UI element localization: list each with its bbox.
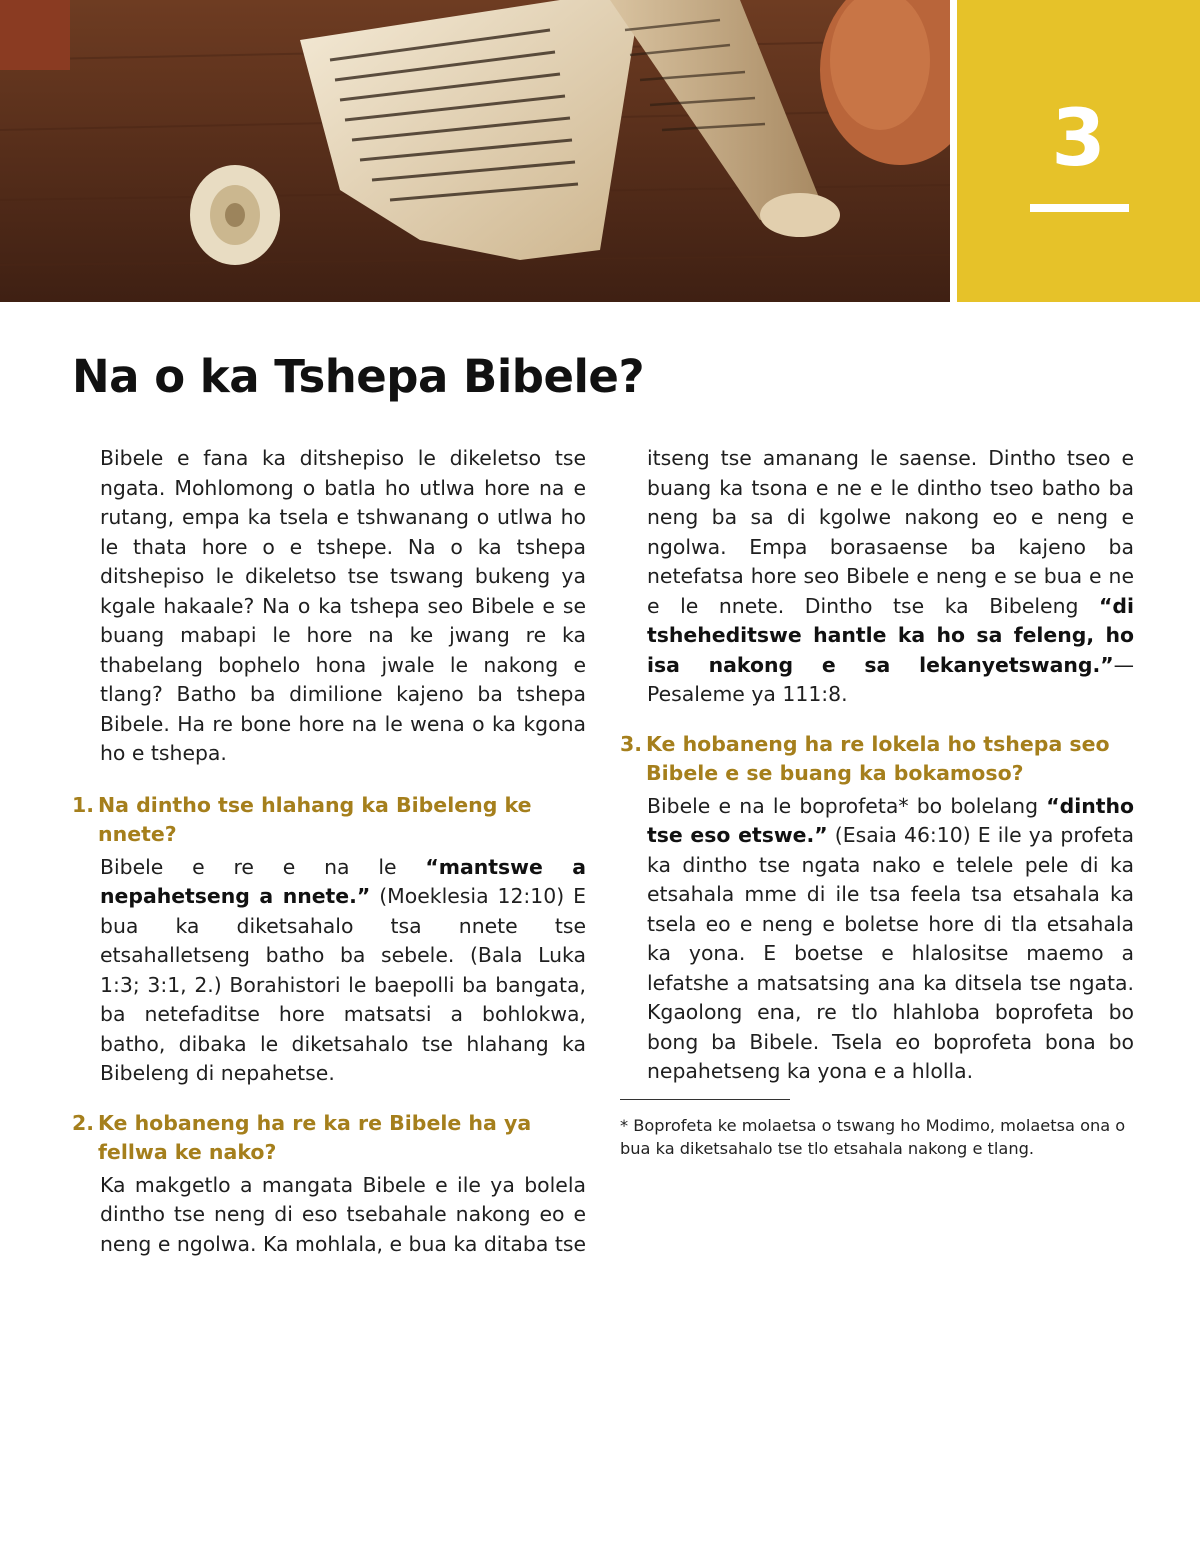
text-run: Bibele e na le boprofeta* bo bolelang (647, 793, 1047, 818)
page-title: Na o ka Tshepa Bibele? (72, 350, 645, 403)
question-heading-2 (72, 1109, 586, 1167)
footnote: * Boprofeta ke molaetsa o tswang ho Modimo, molaetsa ona o bua ka diketsahalo tse tlo etsahala nakong e tlang. (620, 1115, 1126, 1158)
question-heading-1 (72, 791, 586, 849)
section-1-paragraph (72, 853, 586, 1089)
chapter-badge (957, 0, 1200, 302)
question-text: Ke hobaneng ha re lokela ho tshepa seo Bibele e se buang ka bokamoso? (646, 731, 1110, 785)
chapter-underline (1030, 204, 1129, 212)
section-3-paragraph (620, 792, 1134, 1087)
text-run: Bibele e re e na le (100, 854, 426, 879)
section-2-paragraph-continued (620, 444, 1134, 710)
text-run: —Pesaleme ya 111:8. (647, 652, 1134, 706)
question-number: 3. (620, 731, 643, 756)
bold-quote: “di tsheheditswe hantle ka ho sa feleng, ho isa nakong e sa lekanyetswang.” (647, 593, 1134, 677)
text-run: (Moeklesia 12:10) E bua ka diketsahalo tsa nnete tse etsahalletseng batho ba sebele. (Bala Luka 1:3; 3:1, 2.) Borahistori le baepolli ba bangata, ba netefaditse hore matsatsi a bohlokwa, batho, dibaka le diketsahalo tse hlahang ka Bibeleng di nepahetse. (100, 884, 586, 1085)
text-run: itseng tse amanang le saense. Dintho tseo e buang ka tsona e ne e le dintho tseo batho ba neng ba sa di kgolwe nakong eo e neng e ngolwa. Empa borasaense ba kajeno ba netefatsa hore seo Bibele e neng e se bua e ne e le nnete. Dintho tse ka Bibeleng (647, 446, 1134, 618)
scrolls-illustration (0, 0, 950, 302)
question-text: Ke hobaneng ha re ka re Bibele ha ya fellwa ke nako? (98, 1110, 532, 1164)
text-run: (Esaia 46:10) E ile ya profeta ka dintho tse ngata nako e telele pele di ka etsahala mme di ile tsa feela tsa etsahala ka tsela eo e neng e boletse hore di tla etsahala ka yona. E boetse e hlalositse maemo a lefatshe a matsatsing ana ka ditsela tse ngata. Kgaolong ena, re tlo hlahloba boprofeta bo bong ba Bibele. Tsela eo boprofeta bona bo nepahetseng ka yona e a hlolla. (647, 823, 1134, 1083)
bold-quote: “dintho tse eso etswe.” (647, 793, 1134, 847)
hero-image (0, 0, 950, 302)
right-column (620, 444, 1134, 1160)
question-heading-3 (620, 730, 1134, 788)
question-number: 1. (72, 792, 95, 817)
question-number: 2. (72, 1110, 95, 1135)
intro-paragraph: Bibele e fana ka ditshepiso le dikeletso tse ngata. Mohlomong o batla ho utlwa hore na e rutang, empa ka tsela e tshwanang o utlwa ho le thata hore o e tshepe. Na o ka tshepa ditshepiso le dikeletso tse tswang bukeng ya kgale hakaale? Na o ka tshepa seo Bibele e se buang mabapi le hore na ke jwang re ka thabelang bophelo hona jwale le nakong e tlang? Batho ba dimilione kajeno ba tshepa Bibele. Ha re bone hore na le wena o ka kgona ho e tshepa. (100, 446, 586, 765)
left-column (72, 444, 586, 1259)
bold-quote: “mantswe a nepahetseng a nnete.” (100, 854, 586, 908)
chapter-number: 3 (1051, 94, 1106, 184)
section-2-paragraph-start: Ka makgetlo a mangata Bibele e ile ya bolela dintho tse neng di eso tsebahale nakong eo e neng e ngolwa. Ka mohlala, e bua ka ditaba tse (100, 1172, 586, 1256)
footnote-divider (620, 1099, 790, 1100)
question-text: Na dintho tse hlahang ka Bibeleng ke nnete? (98, 792, 532, 846)
